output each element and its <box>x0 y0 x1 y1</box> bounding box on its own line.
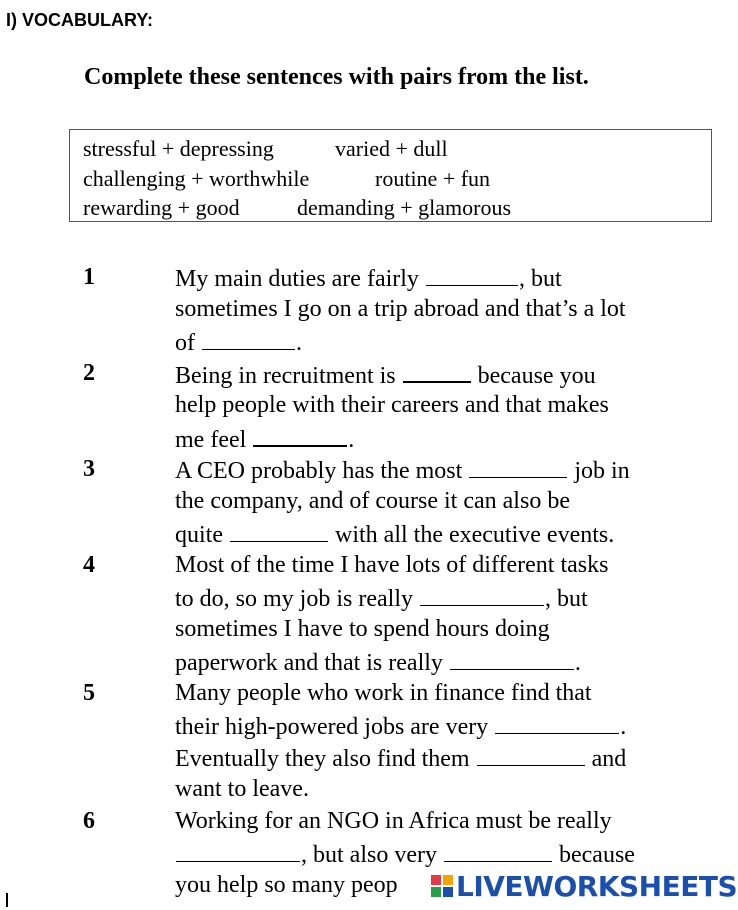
sentence-line <box>175 549 608 581</box>
sentence-text: . <box>348 427 355 453</box>
sentence-line <box>175 517 614 549</box>
sentence-text: with all the executive events. <box>329 522 615 548</box>
answer-blank[interactable] <box>403 357 471 383</box>
sentence-text: want to leave. <box>175 776 309 802</box>
sentence-text: and <box>585 746 627 772</box>
answer-blank[interactable] <box>469 453 567 478</box>
word-pair: demanding + glamorous <box>297 195 512 220</box>
sentence-text: sometimes I go on a trip abroad and that’s a lot <box>175 296 626 322</box>
sentence-line <box>175 581 588 613</box>
sentence-text: Most of the time I have lots of different tasks <box>175 552 609 578</box>
item-number: 1 <box>83 264 95 290</box>
sentence-text: , but <box>518 266 562 292</box>
section-title: I) VOCABULARY: <box>6 10 153 30</box>
sentence-text: . <box>296 330 302 356</box>
answer-blank[interactable] <box>477 741 585 766</box>
sentence-line <box>175 325 302 357</box>
sentence-line <box>175 293 626 325</box>
sentence-text: job in <box>568 458 630 484</box>
watermark-text: LIVEWORKSHEETS <box>456 869 738 903</box>
sentence-text: Being in recruitment is <box>175 363 402 389</box>
sentence-line <box>175 453 630 485</box>
sentence-text: to do, so my job is really <box>175 586 419 612</box>
word-pair: varied + dull <box>335 136 448 161</box>
sentence-line <box>175 677 592 709</box>
sentence-text: . <box>620 714 627 740</box>
item-number: 3 <box>83 456 95 482</box>
sentence-line <box>175 357 596 389</box>
sentence-line <box>175 261 562 293</box>
sentence-text: because <box>552 842 635 868</box>
instructions: Complete these sentences with pairs from the list. <box>84 64 589 90</box>
item-number: 2 <box>83 360 95 386</box>
sentence-text: , but also very <box>301 842 443 868</box>
word-pair: stressful + depressing <box>83 136 274 161</box>
text-cursor <box>6 893 8 907</box>
sentence-text: their high-powered jobs are very <box>175 714 495 740</box>
answer-blank[interactable] <box>420 581 544 606</box>
sentence-text: , but <box>544 586 588 612</box>
word-pair: challenging + worthwhile <box>83 166 310 191</box>
sentence-line <box>175 389 609 421</box>
sentence-text: of <box>175 330 201 356</box>
answer-blank[interactable] <box>495 709 619 734</box>
sentence-text: . <box>574 650 581 676</box>
answer-blank[interactable] <box>450 645 574 670</box>
sentence-text: My main duties are fairly <box>175 266 425 292</box>
sentence-line <box>175 869 398 901</box>
answer-blank[interactable] <box>444 837 552 862</box>
word-pair: rewarding + good <box>83 195 240 220</box>
liveworksheets-watermark <box>430 866 737 906</box>
answer-blank[interactable] <box>253 421 347 447</box>
answer-blank[interactable] <box>426 261 518 286</box>
sentence-text: paperwork and that is really <box>175 650 449 676</box>
sentence-line <box>175 805 612 837</box>
item-number: 5 <box>83 680 95 706</box>
sentence-text: help people with their careers and that makes <box>175 392 609 418</box>
sentence-line <box>175 421 354 453</box>
sentence-text: sometimes I have to spend hours doing <box>175 616 550 642</box>
liveworksheets-logo-icon <box>430 874 454 898</box>
answer-blank[interactable] <box>230 517 328 542</box>
sentence-line <box>175 837 635 869</box>
sentence-text: Many people who work in finance find that <box>175 680 592 706</box>
sentence-text: quite <box>175 522 229 548</box>
item-number: 4 <box>83 552 95 578</box>
sentence-line <box>175 709 626 741</box>
sentence-line <box>175 645 581 677</box>
sentence-text: Working for an NGO in Africa must be really <box>175 808 612 834</box>
sentence-text: me feel <box>175 427 253 453</box>
word-pair: routine + fun <box>375 166 491 191</box>
answer-blank[interactable] <box>176 837 300 862</box>
sentence-line <box>175 773 309 805</box>
sentence-text: A CEO probably has the most <box>175 458 469 484</box>
item-number: 6 <box>83 808 95 834</box>
sentence-text: Eventually they also find them <box>175 746 476 772</box>
sentence-text: you help so many peop <box>175 872 398 898</box>
sentence-text: because you <box>471 363 596 389</box>
sentence-line <box>175 485 570 517</box>
sentence-line <box>175 613 550 645</box>
sentence-line <box>175 741 626 773</box>
answer-blank[interactable] <box>202 325 295 350</box>
sentence-text: the company, and of course it can also be <box>175 488 570 514</box>
